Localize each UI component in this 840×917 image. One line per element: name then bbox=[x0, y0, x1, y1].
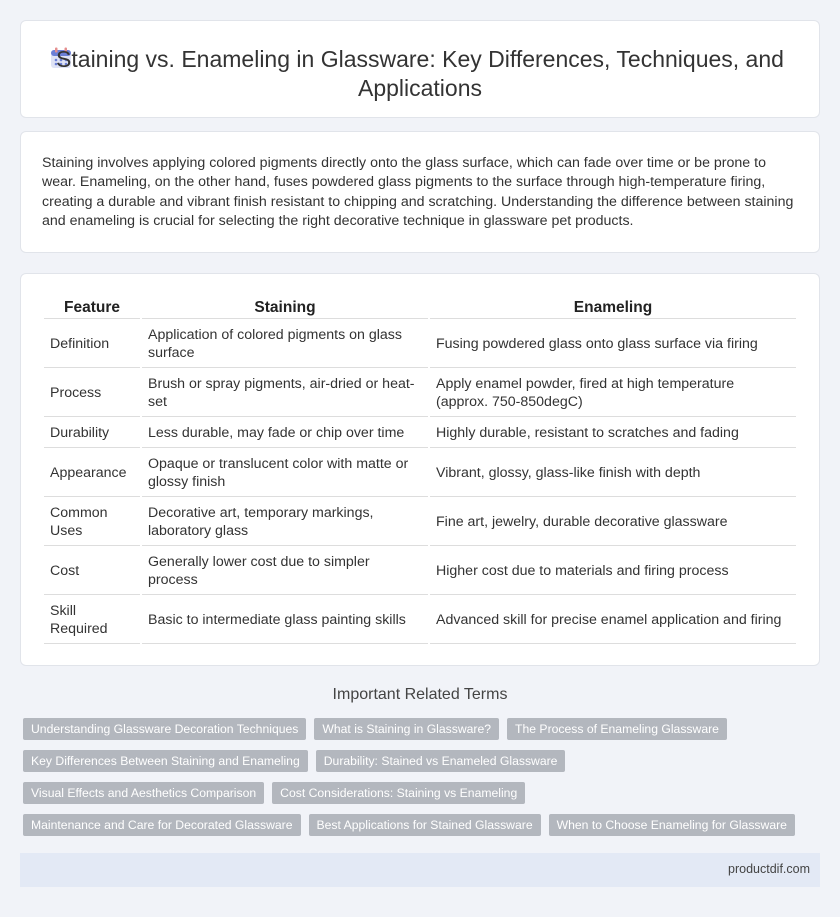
staining-cell: Decorative art, temporary markings, laboratory glass bbox=[142, 499, 428, 546]
staining-cell: Brush or spray pigments, air-dried or heat-set bbox=[142, 370, 428, 417]
related-term-tag[interactable]: What is Staining in Glassware? bbox=[314, 718, 499, 740]
feature-cell: Definition bbox=[44, 321, 140, 368]
related-term-tag[interactable]: Visual Effects and Aesthetics Comparison bbox=[23, 782, 264, 804]
feature-cell: Appearance bbox=[44, 450, 140, 497]
feature-cell: Process bbox=[44, 370, 140, 417]
enameling-cell: Apply enamel powder, fired at high temperature (approx. 750-850degC) bbox=[430, 370, 796, 417]
intro-card bbox=[20, 131, 820, 253]
comparison-table bbox=[42, 296, 798, 646]
feature-cell: Durability bbox=[44, 419, 140, 448]
enameling-cell: Highly durable, resistant to scratches and fading bbox=[430, 419, 796, 448]
staining-cell: Less durable, may fade or chip over time bbox=[142, 419, 428, 448]
header-feature: Feature bbox=[44, 298, 140, 319]
related-terms-list bbox=[23, 718, 803, 836]
title-card bbox=[20, 20, 820, 118]
table-row bbox=[44, 370, 796, 417]
related-term-tag[interactable]: Cost Considerations: Staining vs Enameling bbox=[272, 782, 525, 804]
table-row bbox=[44, 499, 796, 546]
comparison-card bbox=[20, 273, 820, 666]
related-terms-heading: Important Related Terms bbox=[332, 686, 508, 703]
enameling-cell: Fine art, jewelry, durable decorative glassware bbox=[430, 499, 796, 546]
enameling-cell: Higher cost due to materials and firing process bbox=[430, 548, 796, 595]
header-staining: Staining bbox=[142, 298, 428, 319]
related-term-tag[interactable]: The Process of Enameling Glassware bbox=[507, 718, 727, 740]
related-term-tag[interactable]: When to Choose Enameling for Glassware bbox=[549, 814, 795, 836]
footer bbox=[20, 853, 820, 887]
enameling-cell: Advanced skill for precise enamel application and firing bbox=[430, 597, 796, 644]
intro-paragraph: Staining involves applying colored pigments directly onto the glass surface, which can fade over time or be prone to wear. Enameling, on the other hand, fuses powdered glass pigments to the surface through high-temperature firing, creating a durable and vibrant finish resistant to chipping and scratching. Understanding the difference between staining and enameling is crucial for selecting the right decorative technique in glassware pet products. bbox=[42, 155, 794, 230]
related-term-tag[interactable]: Best Applications for Stained Glassware bbox=[309, 814, 541, 836]
staining-cell: Application of colored pigments on glass surface bbox=[142, 321, 428, 368]
related-term-tag[interactable]: Key Differences Between Staining and Enameling bbox=[23, 750, 308, 772]
staining-cell: Basic to intermediate glass painting skills bbox=[142, 597, 428, 644]
footer-site[interactable]: productdif.com bbox=[728, 862, 810, 876]
enameling-cell: Vibrant, glossy, glass-like finish with depth bbox=[430, 450, 796, 497]
table-row bbox=[44, 548, 796, 595]
table-row bbox=[44, 321, 796, 368]
table-row bbox=[44, 450, 796, 497]
feature-cell: Cost bbox=[44, 548, 140, 595]
related-term-tag[interactable]: Understanding Glassware Decoration Techniques bbox=[23, 718, 306, 740]
header-enameling: Enameling bbox=[430, 298, 796, 319]
table-row bbox=[44, 597, 796, 644]
enameling-cell: Fusing powdered glass onto glass surface via firing bbox=[430, 321, 796, 368]
table-row bbox=[44, 419, 796, 448]
staining-cell: Opaque or translucent color with matte or glossy finish bbox=[142, 450, 428, 497]
staining-cell: Generally lower cost due to simpler process bbox=[142, 548, 428, 595]
table-header-row bbox=[44, 298, 796, 319]
feature-cell: Skill Required bbox=[44, 597, 140, 644]
feature-cell: Common Uses bbox=[44, 499, 140, 546]
related-term-tag[interactable]: Durability: Stained vs Enameled Glassware bbox=[316, 750, 566, 772]
page-title: Staining vs. Enameling in Glassware: Key Differences, Techniques, and Applications bbox=[56, 46, 784, 101]
related-term-tag[interactable]: Maintenance and Care for Decorated Glassware bbox=[23, 814, 301, 836]
